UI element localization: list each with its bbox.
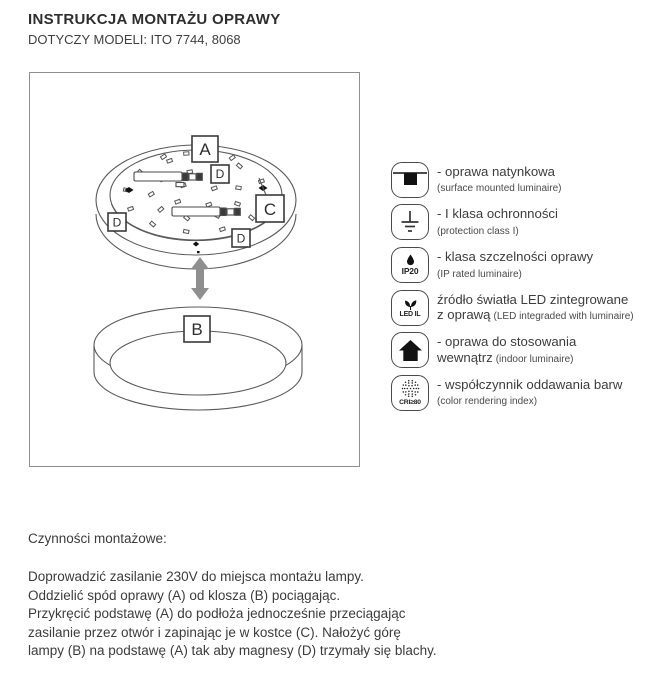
separation-arrow bbox=[191, 257, 209, 300]
cri-sphere-icon bbox=[391, 375, 429, 411]
exploded-lamp-diagram bbox=[30, 73, 359, 466]
legend-label: - współczynnik oddawania barw bbox=[437, 376, 623, 392]
icon-caption: IP20 bbox=[401, 266, 419, 277]
instruction-line: Doprowadzić zasilanie 230V do miejsca montażu lampy. bbox=[28, 569, 364, 584]
instructions-heading: Czynności montażowe: bbox=[28, 531, 167, 546]
legend-sublabel: (IP rated luminaire) bbox=[437, 268, 522, 280]
ip-droplet-icon bbox=[391, 247, 429, 283]
indoor-house-icon bbox=[391, 332, 429, 368]
diagram-frame bbox=[29, 72, 360, 467]
legend-label: źródło światła LED zintegrowane bbox=[437, 291, 629, 307]
legend-sublabel: (LED integraded with luminaire) bbox=[493, 311, 634, 323]
instruction-line: Oddzielić spód oprawy (A) od klosza (B) pociągając. bbox=[28, 587, 341, 603]
legend-item-cri bbox=[391, 374, 634, 412]
legend-sublabel: (indoor luminaire) bbox=[495, 353, 574, 365]
legend-label: - oprawa do stosowania bbox=[437, 334, 577, 350]
legend-sublabel: (color rendering index) bbox=[437, 396, 538, 408]
mounting-instructions bbox=[28, 531, 437, 661]
part-label-b: B bbox=[191, 320, 203, 339]
icon-caption: CRI≥80 bbox=[399, 398, 421, 406]
legend-item-protection-class bbox=[391, 204, 634, 242]
legend-sublabel: (surface mounted luminaire) bbox=[437, 183, 562, 195]
part-label-d-left: D bbox=[112, 215, 122, 230]
legend-item-surface-mounted bbox=[391, 161, 634, 199]
part-label-a: A bbox=[199, 140, 211, 159]
legend-item-ip-rating bbox=[391, 246, 634, 284]
legend-label: - klasa szczelności oprawy bbox=[437, 248, 594, 264]
part-label-d-top: D bbox=[215, 167, 225, 181]
legend-label: - oprawa natynkowa bbox=[437, 163, 556, 179]
protection-class-ground-icon bbox=[391, 204, 429, 240]
led-integrated-icon bbox=[391, 290, 429, 326]
legend-item-led-integrated bbox=[391, 289, 634, 327]
symbol-legend bbox=[391, 161, 634, 412]
legend-sublabel: (protection class I) bbox=[437, 225, 519, 237]
legend-label: - I klasa ochronności bbox=[437, 206, 558, 222]
instruction-line: lampy (B) na podstawę (A) tak aby magnesy (D) trzymały się blachy. bbox=[28, 643, 437, 659]
icon-caption: LED IL bbox=[399, 311, 421, 319]
part-label-d-bottom: D bbox=[236, 231, 246, 246]
part-label-c: C bbox=[263, 200, 277, 219]
legend-label-cont: wewnątrz bbox=[437, 349, 493, 365]
legend-item-indoor bbox=[391, 331, 634, 369]
instruction-line: Przykręcić podstawę (A) do podłoża jednocześnie przeciągając bbox=[28, 606, 406, 622]
page-title: INSTRUKCJA MONTAŻU OPRAWY bbox=[28, 11, 281, 28]
instruction-line: zasilanie przez otwór i zapinając je w kostce (C). Nałożyć górę bbox=[28, 624, 401, 640]
model-subtitle: DOTYCZY MODELI: ITO 7744, 8068 bbox=[28, 32, 241, 47]
surface-mounted-luminaire-icon bbox=[391, 162, 429, 198]
legend-label-cont: z oprawą bbox=[437, 307, 491, 323]
